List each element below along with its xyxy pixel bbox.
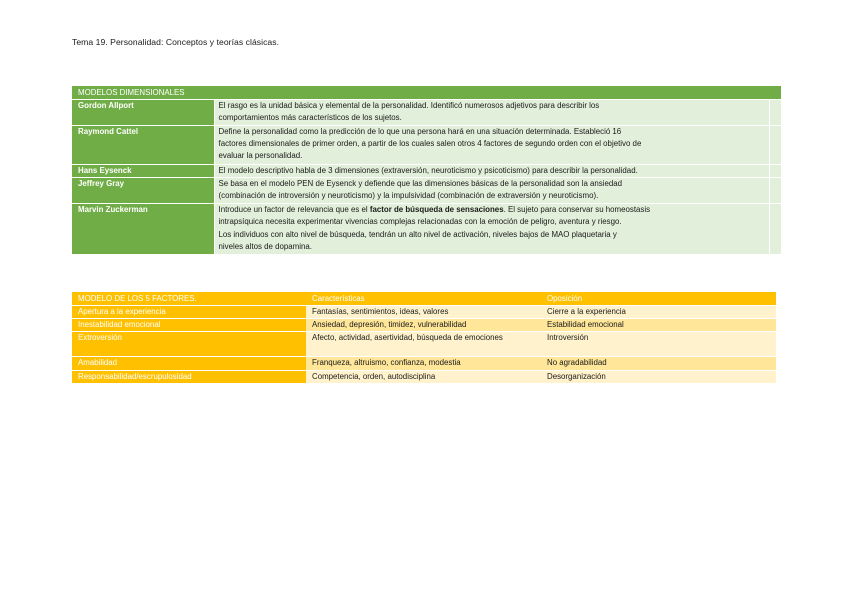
table-row xyxy=(72,204,781,255)
factor-characteristics: Afecto, actividad, asertividad, búsqueda de emociones xyxy=(306,332,541,357)
column-header-factor: MODELO DE LOS 5 FACTORES. xyxy=(72,292,306,306)
description-line: Se basa en el modelo PEN de Eysenck y defiende que las dimensiones básicas de la personalidad son la ansiedad xyxy=(218,179,623,189)
factor-opposition: Estabilidad emocional xyxy=(541,319,776,332)
factor-name: Responsabilidad/escrupulosidad xyxy=(72,370,306,383)
highlighted-term: factor de búsqueda de sensaciones xyxy=(369,205,504,215)
table-row xyxy=(72,100,781,126)
table-header-row xyxy=(72,292,776,306)
factor-characteristics: Franqueza, altruismo, confianza, modestia xyxy=(306,357,541,370)
description-line: El rasgo es la unidad básica y elemental de la personalidad. Identificó numerosos adjetivos para describir los xyxy=(218,101,600,110)
empty-cell xyxy=(769,100,781,126)
description-line xyxy=(219,204,765,216)
page-title: Tema 19. Personalidad: Conceptos y teorías clásicas. xyxy=(72,37,280,47)
table-header-row xyxy=(72,86,781,100)
column-header-opposition: Oposición xyxy=(541,292,776,306)
description-line: (combinación de introversión y neuroticismo) y la impulsividad (combinación de extraversión y neuroticismo). xyxy=(218,191,599,201)
description-text: Introduce un factor de relevancia que es el xyxy=(218,205,370,215)
author-description xyxy=(214,100,769,126)
author-name: Jeffrey Gray xyxy=(72,178,214,204)
empty-cell xyxy=(769,126,781,165)
column-header-characteristics: Características xyxy=(306,292,541,306)
factor-opposition: Desorganización xyxy=(541,370,776,383)
factor-characteristics: Ansiedad, depresión, timidez, vulnerabilidad xyxy=(306,319,541,332)
description-line: El modelo descriptivo habla de 3 dimensiones (extraversión, neuroticismo y psicoticismo) para describir la personalidad. xyxy=(218,166,638,175)
description-text: . El sujeto para conservar su homeostasis xyxy=(503,205,651,215)
factor-opposition: Introversión xyxy=(541,332,776,357)
factor-name: Amabilidad xyxy=(72,357,306,370)
factor-characteristics: Fantasías, sentimientos, ideas, valores xyxy=(306,306,541,319)
description-line: Los individuos con alto nivel de búsqueda, tendrán un alto nivel de activación, niveles bajos de MAO plaquetaria y xyxy=(218,229,617,239)
author-description xyxy=(214,204,769,255)
author-name: Gordon Allport xyxy=(72,100,214,126)
table-row xyxy=(72,126,781,165)
description-line: intrapsíquica necesita experimentar vivencias complejas relacionadas con la emoción de peligro, aventura y riesgo. xyxy=(218,217,622,227)
table-row xyxy=(72,332,776,357)
author-description xyxy=(214,178,769,204)
dimensional-models-table xyxy=(72,86,781,254)
author-description xyxy=(214,165,769,178)
author-name: Marvin Zuckerman xyxy=(72,204,214,255)
factor-name: Inestabilidad emocional xyxy=(72,319,306,332)
table-row xyxy=(72,357,776,370)
five-factor-table xyxy=(72,292,776,383)
description-line: niveles altos de dopamina. xyxy=(218,241,312,251)
author-name: Raymond Cattel xyxy=(72,126,214,165)
table-row xyxy=(72,306,776,319)
author-name: Hans Eysenck xyxy=(72,165,214,178)
author-description xyxy=(214,126,769,165)
table-row xyxy=(72,370,776,383)
factor-opposition: No agradabilidad xyxy=(541,357,776,370)
description-line: comportamientos más característicos de los sujetos. xyxy=(218,113,402,123)
table-row xyxy=(72,165,781,178)
table-row xyxy=(72,319,776,332)
description-line: evaluar la personalidad. xyxy=(218,151,303,161)
description-line: Define la personalidad como la predicción de lo que una persona hará en una situación determinada. Estableció 16 xyxy=(218,127,622,136)
factor-opposition: Cierre a la experiencia xyxy=(541,306,776,319)
table-row xyxy=(72,178,781,204)
description-line: factores dimensionales de primer orden, a partir de los cuales salen otros 4 factores de segundo orden con el objetivo de xyxy=(218,139,642,149)
dimensional-header: MODELOS DIMENSIONALES xyxy=(72,86,781,100)
empty-cell xyxy=(769,204,781,255)
factor-name: Apertura a la experiencia xyxy=(72,306,306,319)
factor-name: Extroversión xyxy=(72,332,306,357)
empty-cell xyxy=(769,178,781,204)
empty-cell xyxy=(769,165,781,178)
factor-characteristics: Competencia, orden, autodisciplina xyxy=(306,370,541,383)
